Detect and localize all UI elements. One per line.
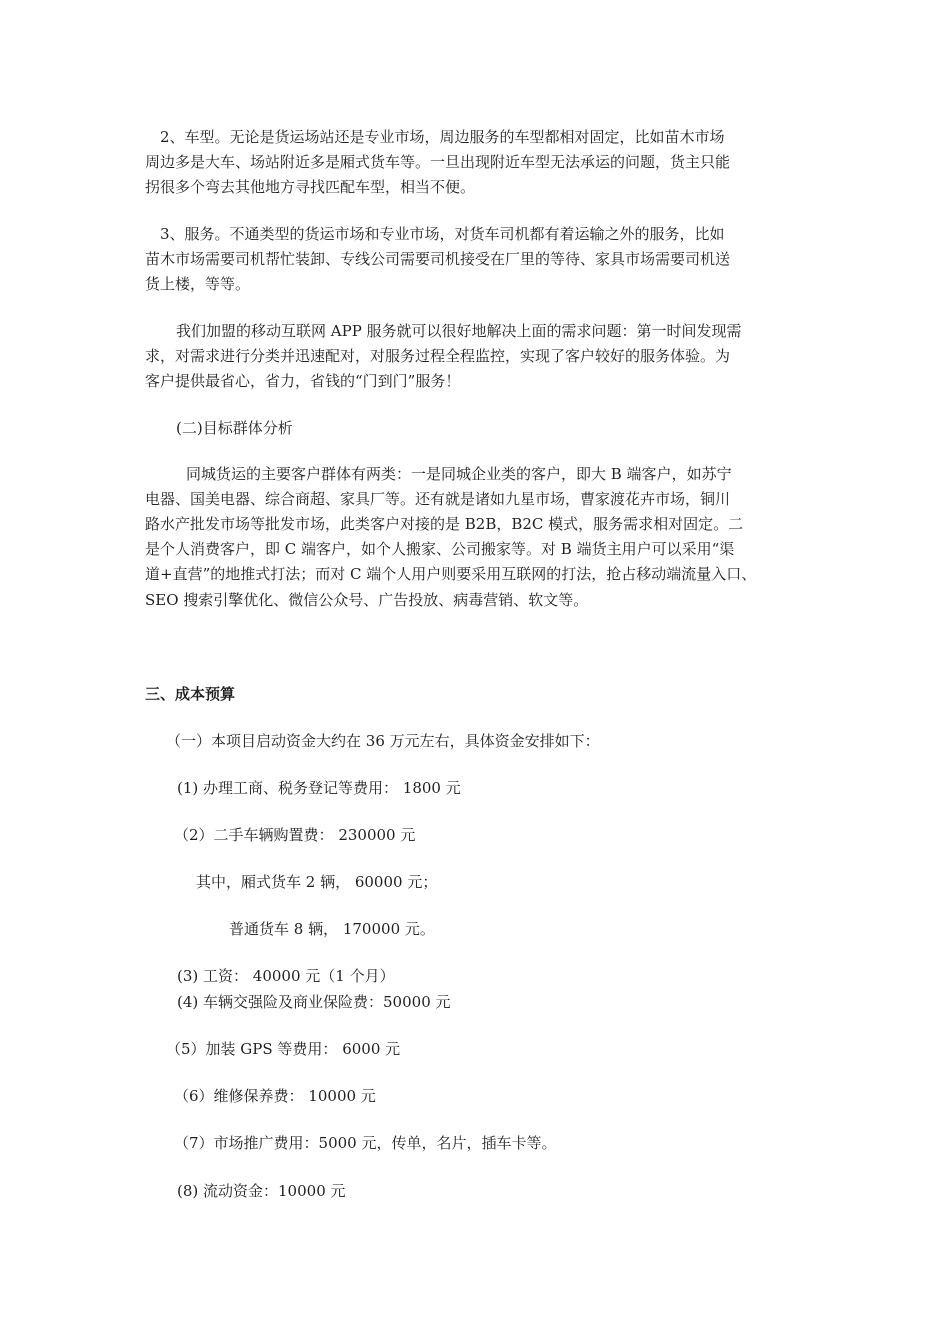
vehicle-para-line-1: 2、车型。无论是货运场站还是专业市场，周边服务的车型都相对固定，比如苗木市场 — [160, 128, 725, 146]
budget-item-6: （6）维修保养费： 10000 元 — [174, 1087, 376, 1105]
service-para-line-3: 货上楼，等等。 — [145, 275, 251, 293]
budget-item-3: (3) 工资： 40000 元（1 个月） — [177, 967, 395, 985]
customers-para-line-6: SEO 搜索引擎优化、微信公众号、广告投放、病毒营销、软文等。 — [145, 591, 589, 609]
section-title-cost-budget: 三、成本预算 — [145, 685, 236, 703]
budget-item-4: (4) 车辆交强险及商业保险费：50000 元 — [177, 993, 451, 1011]
app-para-line-1: 我们加盟的移动互联网 APP 服务就可以很好地解决上面的需求问题：第一时间发现需 — [176, 322, 742, 340]
budget-item-2a: 其中，厢式货车 2 辆， 60000 元； — [196, 873, 438, 891]
budget-intro: （一）本项目启动资金大约在 36 万元左右，具体资金安排如下： — [166, 732, 600, 750]
customers-para-line-1: 同城货运的主要客户群体有两类：一是同城企业类的客户，即大 B 端客户，如苏宁 — [186, 465, 732, 483]
service-para-line-2: 苗木市场需要司机帮忙装卸、专线公司需要司机接受在厂里的等待、家具市场需要司机送 — [145, 250, 731, 268]
budget-item-8: (8) 流动资金：10000 元 — [177, 1182, 346, 1200]
app-para-line-3: 客户提供最省心，省力，省钱的“门到门”服务！ — [145, 372, 461, 390]
target-group-heading: (二)目标群体分析 — [176, 419, 293, 437]
vehicle-para-line-2: 周边多是大车、场站附近多是厢式货车等。一旦出现附近车型无法承运的问题，货主只能 — [145, 153, 731, 171]
vehicle-para-line-3: 拐很多个弯去其他地方寻找匹配车型，相当不便。 — [145, 178, 476, 196]
customers-para-line-5: 道+直营”的地推式打法；而对 C 端个人用户则要采用互联网的打法，抢占移动端流量入口、 — [145, 565, 757, 583]
customers-para-line-3: 路水产批发市场等批发市场，此类客户对接的是 B2B，B2C 模式，服务需求相对固定。二 — [145, 515, 744, 533]
budget-item-2b: 普通货车 8 辆， 170000 元。 — [229, 920, 435, 938]
budget-item-2: （2）二手车辆购置费： 230000 元 — [174, 826, 416, 844]
customers-para-line-4: 是个人消费客户，即 C 端客户，如个人搬家、公司搬家等。对 B 端货主用户可以采用“渠 — [145, 540, 735, 558]
service-para-line-1: 3、服务。不通类型的货运市场和专业市场，对货车司机都有着运输之外的服务，比如 — [160, 225, 725, 243]
budget-item-1: (1) 办理工商、税务登记等费用： 1800 元 — [177, 779, 461, 797]
customers-para-line-2: 电器、国美电器、综合商超、家具厂等。还有就是诸如九星市场，曹家渡花卉市场，铜川 — [145, 490, 731, 508]
budget-item-7: （7）市场推广费用：5000 元，传单，名片，插车卡等。 — [174, 1134, 557, 1152]
app-para-line-2: 求，对需求进行分类并迅速配对，对服务过程全程监控，实现了客户较好的服务体验。为 — [145, 347, 731, 365]
budget-item-5: （5）加装 GPS 等费用： 6000 元 — [166, 1040, 401, 1058]
